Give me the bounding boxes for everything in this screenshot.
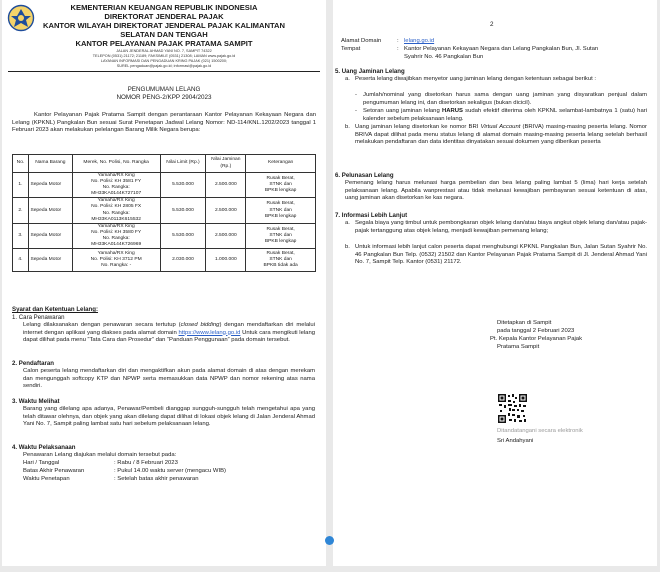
table-header-limit: Nilai Limit (Rp.) xyxy=(160,155,206,173)
terms-s2-title: 2. Pendaftaran xyxy=(12,360,54,367)
cell-no: 3. xyxy=(13,223,29,248)
document-page-1 xyxy=(2,0,326,566)
terms-s2-text: Calon peserta lelang mendaftarkan diri dan mengaktifkan akun pada alamat domain di atas dengan merekam dan mengunggah softcopy KTP dan NPWP serta memasukkan data NPWP dan nomor rekening atas nama sendiri. xyxy=(23,368,315,390)
ket-line: Rusak Berat, xyxy=(266,250,295,256)
list-marker-a: a. xyxy=(345,76,350,82)
table-header-jaminan: Nilai Jaminan (Rp.) xyxy=(206,155,246,173)
schedule-value-date: : Rabu / 8 Februari 2023 xyxy=(114,460,178,466)
letterhead-regional-2: SELATAN DAN TENGAH xyxy=(120,30,208,39)
letterhead-regional-1: KANTOR WILAYAH DIREKTORAT JENDERAL PAJAK KALIMANTAN xyxy=(42,21,286,30)
terms-s1-text xyxy=(23,322,315,345)
letterhead-divider xyxy=(8,71,320,72)
dash2-post: sudah efektif diterima oleh KPKNL selambat-lambatnya 1 (satu) hari kalender sebelum pelaksanaan lelang. xyxy=(363,108,647,122)
detail-line: No. Rangka: - xyxy=(101,263,132,269)
sig-office: Pratama Sampit xyxy=(497,344,540,350)
terms-s3-text: Barang yang dilelang apa adanya, Penawar/Pembeli dianggap sungguh-sungguh telah mengetahui apa yang telah ditawar olehnya, dan objek yang akan dilelang dapat dilihat di lokasi objek lelang di Jalan Jenderal Ahmad Yani No. 7, Sampit paling lambat satu hari sebelum pelaksanaan lelang. xyxy=(23,406,315,428)
cell-detail xyxy=(72,223,160,248)
cell-jaminan: 2.500.000 xyxy=(206,173,246,198)
place-value-2: Syahrir No. 46 Pangkalan Bun xyxy=(404,54,484,60)
document-page-2 xyxy=(333,0,657,566)
dash2-bold: HARUS xyxy=(441,108,463,114)
sig-title: Pt. Kepala Kantor Pelayanan Pajak xyxy=(490,336,583,342)
s5-b-post: (BRIVA) masing-masing peserta lelang. Nomor BRIVA dapat dilihat pada menu status lelang di alamat domain masing-masing peserta lelang setelah berhasil melakukan pendaftaran dan data identitas dinyatakan sesuai dokumen yang diberikan peserta xyxy=(355,124,648,146)
s5-b-text xyxy=(355,124,647,147)
letterhead-phone: TELEPON (0531) 21172; 21189; FAKSIMILE (0531) 21308; LAMAN www.pajak.go.id xyxy=(92,54,236,58)
cell-keterangan xyxy=(246,223,316,248)
cell-limit: 5.530.000 xyxy=(160,173,206,198)
s6-text: Pemenang lelang harus melunasi harga pembelian dan bea lelang paling lambat 5 (lima) hari kerja setelah pelaksanaan lelang. Apabila wanprestasi atau tidak melunasi kewajiban pembayaran sesuai ketentuan di atas, uang jaminan akan disetorkan ke kas negara. xyxy=(345,180,647,202)
cell-keterangan xyxy=(246,249,316,272)
s6-title: 6. Pelunasan Lelang xyxy=(335,172,394,179)
page-number: 2 xyxy=(490,21,494,28)
sig-date: pada tanggal 2 Februari 2023 xyxy=(497,328,575,334)
table-row xyxy=(13,249,316,272)
schedule-value-determination: : Setelah batas akhir penawaran xyxy=(114,476,199,482)
s5-a-dash1: Jumlah/nominal yang disetorkan harus sama dengan uang jaminan yang disyaratkan penjual dalam pengumuman lelang ini, dan disetorkan sekaligus (bukan dicicil). xyxy=(363,92,647,106)
detail-line: MH33KA0144K726969 xyxy=(91,242,142,248)
cell-name: Sepeda Motor xyxy=(28,249,72,272)
schedule-label-date: Hari / Tanggal xyxy=(23,460,60,466)
table-row xyxy=(13,173,316,198)
detail-line: Yamaha/RX King xyxy=(97,223,135,229)
cell-name: Sepeda Motor xyxy=(28,198,72,223)
list-marker-a: a. xyxy=(345,220,350,226)
cell-jaminan: 2.500.000 xyxy=(206,198,246,223)
sig-name: Sri Andahyani xyxy=(497,438,534,444)
scroll-indicator-icon[interactable] xyxy=(325,536,334,545)
ket-line: Rusak Berat, xyxy=(266,176,295,182)
ket-line: STNK dan xyxy=(269,207,292,213)
ket-line: BPKB lengkap xyxy=(264,188,297,194)
letterhead-ministry: KEMENTERIAN KEUANGAN REPUBLIK INDONESIA xyxy=(70,3,258,12)
sig-place: Ditetapkan di Sampit xyxy=(497,320,552,326)
terms-s4-text: Penawaran Lelang diajukan melalui domain tersebut pada: xyxy=(23,452,177,458)
cell-no: 2. xyxy=(13,198,29,223)
detail-line: No. Polisi: KH 3712 PM xyxy=(90,257,142,263)
schedule-label-deadline: Batas Akhir Penawaran xyxy=(23,468,85,474)
announcement-number: NOMOR PENG-2/KPP 2904/2023 xyxy=(116,94,212,101)
lelang-link[interactable]: https://www.lelang.go.id xyxy=(178,329,241,336)
table-header-keterangan: Keterangan xyxy=(246,155,316,173)
s5-b-pre: Uang jaminan lelang disetorkan ke nomor BRI xyxy=(355,124,481,130)
cell-keterangan xyxy=(246,198,316,223)
detail-line: MH33KA0113K615532 xyxy=(91,216,141,222)
detail-line: Yamaha/RX King xyxy=(97,198,135,204)
cell-limit: 5.530.000 xyxy=(160,223,206,248)
place-label: Tempat xyxy=(341,46,361,52)
dash-marker: - xyxy=(355,92,357,98)
domain-sep: : xyxy=(397,38,399,44)
s1-text-b: ) dengan mendaftarkan diri melalui internet dengan aplikasi yang diakses pada alamat domain xyxy=(23,322,315,336)
terms-s1-title: 1. Cara Penawaran xyxy=(12,314,65,321)
cell-jaminan: 1.000.000 xyxy=(206,249,246,272)
cell-name: Sepeda Motor xyxy=(28,223,72,248)
s1-text-c: Untuk cara mengikuti lelang dapat dilihat pada menu “Tata Cara dan Prosedur” dan “Panduan Penggunaan” pada domain tersebut. xyxy=(23,329,315,344)
detail-line: MH33KA0144K727107 xyxy=(91,191,142,197)
announcement-intro: Kantor Pelayanan Pajak Pratama Sampit dengan perantaraan Kantor Pelayanan Kekayaan Negara dan Lelang (KPKNL) Pangkalan Bun sesuai Surat Penetapan Jadwal Lelang Nomor: ND-114/KNL.1202/2023 tanggal 1 Februari 2023 akan melakukan pelelangan Barang Milik Negara berupa: xyxy=(12,112,316,134)
s5-b-ital: Virtual Account xyxy=(480,124,521,130)
place-value-1: Kantor Pelayanan Kekayaan Negara dan Lelang Pangkalan Bun, Jl. Sutan xyxy=(404,46,599,52)
s7-b-text: Untuk informasi lebih lanjut calon peserta dapat menghubungi KPKNL Pangkalan Bun, Jalan Sutan Syahrir No. 46 Pangkalan Bun Telp. (0532) 21502 dan Kantor Pelayanan Pajak Pratama Sampit di Jl. Jenderal Ahmad Yani No. 7, Sampit Telp. Kantor (0531) 21172. xyxy=(355,244,647,266)
ket-line: BPKB lengkap xyxy=(264,238,297,244)
cell-jaminan: 2.500.000 xyxy=(206,223,246,248)
s1-text-a: Lelang dilaksanakan dengan penawaran secara tertutup ( xyxy=(23,322,181,328)
letterhead-contact: LAYANAN INFORMASI DAN PENGADUAN KRING PAJAK (021) 1500200; xyxy=(100,59,228,63)
ket-line: STNK dan xyxy=(269,257,292,263)
letterhead-email: SUREL pengaduan@pajak.go.id; informasi@pajak.go.id xyxy=(116,64,212,68)
s7-a-text: Segala biaya yang timbul untuk pembongkaran objek lelang dan/atau biaya angkut objek lelang dan/atau pajak-pajak tertanggung atas objek lelang, menjadi kewajiban pemenang lelang; xyxy=(355,220,647,234)
cell-keterangan xyxy=(246,173,316,198)
table-row xyxy=(13,198,316,223)
table-row xyxy=(13,223,316,248)
detail-line: No. Polisi: KH 2805 FX xyxy=(91,204,142,210)
detail-line: No. Rangka: xyxy=(102,210,130,216)
auction-items-table xyxy=(12,154,316,272)
table-header-detail: Merek, No. Polisi, No. Rangka xyxy=(72,155,160,173)
ket-line: STNK dan xyxy=(269,182,292,188)
list-marker-b: b. xyxy=(345,124,350,130)
cell-detail xyxy=(72,198,160,223)
ket-line: Rusak Berat, xyxy=(266,226,295,232)
place-sep: : xyxy=(397,46,399,52)
dash-marker: - xyxy=(355,108,357,114)
letterhead-office: KANTOR PELAYANAN PAJAK PRATAMA SAMPIT xyxy=(75,39,253,48)
s1-text-closed: closed bidding xyxy=(180,322,220,328)
detail-line: No. Polisi: KH 3580 FY xyxy=(91,229,142,235)
dash2-pre: Setoran uang jaminan lelang xyxy=(363,108,442,114)
cell-no: 1. xyxy=(13,173,29,198)
terms-s4-title: 4. Waktu Pelaksanaan xyxy=(12,444,76,451)
letterhead-address: JALAN JENDERAL AHMAD YANI NO. 7, SAMPIT 74322 xyxy=(116,49,212,53)
s5-a-dash2 xyxy=(363,108,647,123)
table-header-no: No. xyxy=(13,155,29,173)
detail-line: No. Polisi: KH 3581 FY xyxy=(91,179,142,185)
s7-title: 7. Informasi Lebih Lanjut xyxy=(335,212,408,219)
domain-link[interactable]: lelang.go.id xyxy=(404,38,435,44)
domain-label: Alamat Domain xyxy=(341,38,382,44)
schedule-label-determination: Waktu Penetapan xyxy=(23,476,70,482)
list-marker-b: b. xyxy=(345,244,350,250)
letterhead-directorate: DIREKTORAT JENDERAL PAJAK xyxy=(104,12,224,21)
detail-line: No. Rangka: xyxy=(102,185,130,191)
s5-title: 5. Uang Jaminan Lelang xyxy=(335,68,405,75)
detail-line: No. Rangka: xyxy=(102,235,130,241)
ket-line: STNK dan xyxy=(269,232,292,238)
ket-line: BPKB tidak ada xyxy=(263,263,298,269)
cell-detail xyxy=(72,173,160,198)
table-header-name: Nama Barang xyxy=(28,155,72,173)
cell-no: 4. xyxy=(13,249,29,272)
qr-code-icon xyxy=(497,393,528,424)
ket-line: BPKB lengkap xyxy=(264,213,297,219)
s5-a-text: Peserta lelang diwajibkan menyetor uang jaminan lelang dengan ketentuan sebagai berikut : xyxy=(355,76,597,82)
cell-limit: 2.030.000 xyxy=(160,249,206,272)
schedule-value-deadline: : Pukul 14.00 waktu server (mengacu WIB) xyxy=(114,468,226,474)
cell-name: Sepeda Motor xyxy=(28,173,72,198)
announcement-title: PENGUMUMAN LELANG xyxy=(127,86,201,93)
detail-line: Yamaha/RX King xyxy=(97,250,135,256)
terms-heading: Syarat dan Ketentuan Lelang: xyxy=(12,306,99,313)
cell-limit: 5.530.000 xyxy=(160,198,206,223)
detail-line: Yamaha/RX King xyxy=(97,173,135,178)
ket-line: Rusak Berat, xyxy=(266,201,295,207)
table-header-row xyxy=(13,155,316,173)
sig-electronic: Ditandatangani secara elektronik xyxy=(497,428,583,434)
terms-s3-title: 3. Waktu Melihat xyxy=(12,398,60,405)
cell-detail xyxy=(72,249,160,272)
